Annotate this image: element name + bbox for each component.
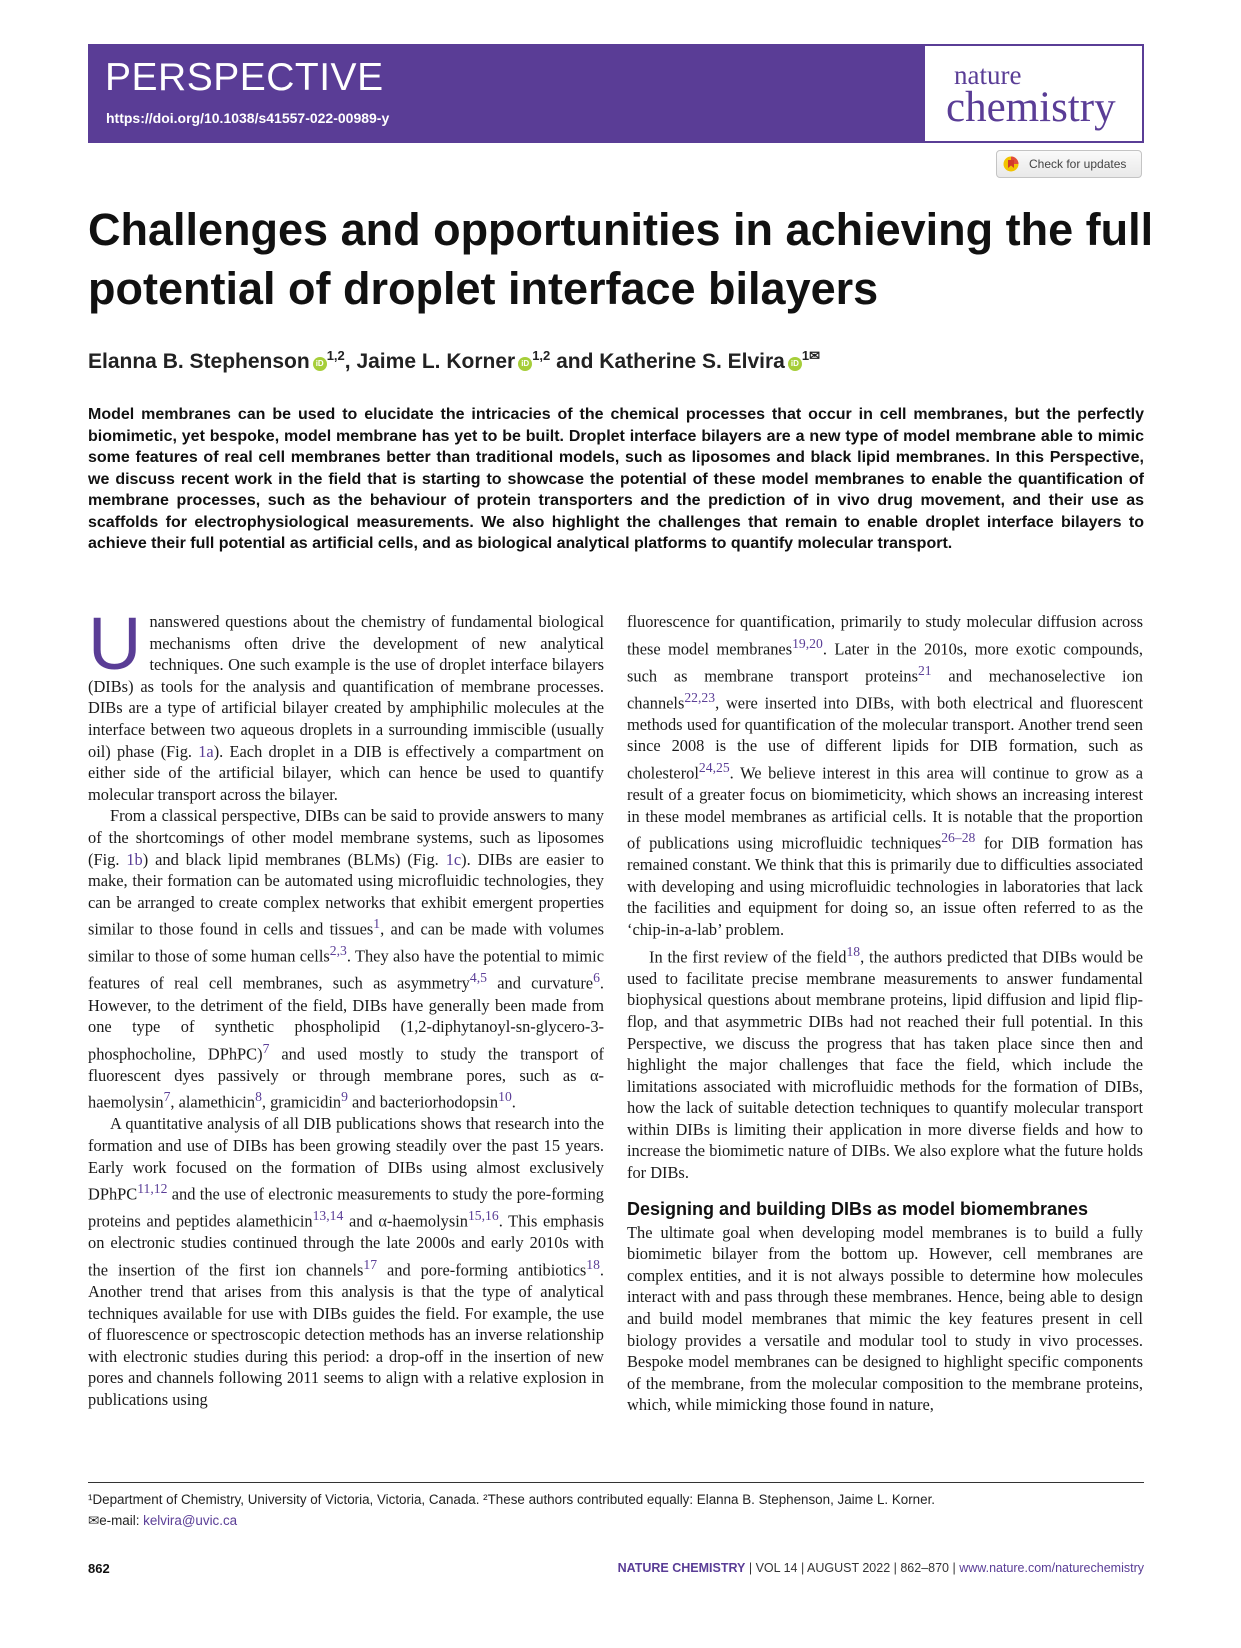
author-name[interactable]: Jaime L. Korner (356, 350, 516, 373)
body-paragraph: fluorescence for quantification, primarily to study molecular diffusion across these model membranes$^{19,20}$. Later in the 2010s, more exotic compounds, such as membrane transport proteins$^{21}$ and mechanoselective ion channels$^{22,23}$, were inserted into DIBs, with both electrical and fluorescent methods used for quantification of the molecular transport. Another trend seen since 2008 is the use of different lipids for DIB formation, such as cholesterol$^{24,25}$. We believe interest in this area will continue to grow as a result of a greater focus on biomimeticity, which shows an increasing interest in these model membranes as artificial cells. It is notable that the proportion of publications using microfluidic techniques$^{26-28}$ for DIB formation has remained constant. We think that this is primarily due to difficulties associated with developing and using microfluidic technologies in laboratories that lack the facilities and equipment for doing so, an issue often referred to as the ‘chip-in-a-lab’ problem. (627, 612, 1143, 940)
envelope-icon[interactable]: ✉ (809, 348, 820, 363)
footer-divider (88, 1482, 1144, 1483)
journal-details: | VOL 14 | AUGUST 2022 | 862–870 | (745, 1561, 960, 1575)
logo-chemistry-text: chemistry (946, 84, 1116, 131)
author-separator: , (344, 350, 357, 373)
author-name[interactable]: Katherine S. Elvira (599, 350, 785, 373)
check-for-updates-label: Check for updates (1029, 157, 1127, 171)
journal-footer (618, 1561, 1144, 1575)
affiliations (88, 1489, 1144, 1531)
section-heading: Designing and building DIBs as model biomembranes (627, 1198, 1089, 1219)
email-prefix: e-mail: (99, 1513, 144, 1528)
author-affil: 1,2 (532, 348, 551, 363)
doi-link[interactable]: https://doi.org/10.1038/s41557-022-00989-y (106, 110, 390, 126)
abstract: Model membranes can be used to elucidate the intricacies of the chemical processes that occur in cell membranes, but the perfectly biomimetic, yet bespoke, model membrane has yet to be built. Droplet interface bilayers are a new type of model membrane able to mimic some features of real cell membranes better than traditional models, such as liposomes and black lipid membranes. In this Perspective, we discuss recent work in the field that is starting to showcase the potential of these model membranes to enable the quantification of membrane processes, such as the behaviour of protein transporters and the prediction of in vivo drug movement, and their use as scaffolds for electrophysiological measurements. We also highlight the challenges that remain to enable droplet interface bilayers to achieve their full potential as artificial cells, and as biological analytical platforms to quantify molecular transport. (88, 406, 1144, 552)
journal-url[interactable]: www.nature.com/naturechemistry (959, 1561, 1144, 1575)
body-paragraph: The ultimate goal when developing model membranes is to build a fully biomimetic bilayer from the bottom up. However, cell membranes are complex entities, and it is not always possible to determine how molecules interact with and pass through these membranes. Hence, being able to design and build model membranes that mimic the key features present in cell biology provides a versatile and modular tool to study in vivo processes. Bespoke model membranes can be designed to highlight specific components of the membrane, from the molecular composition to the membrane proteins, which, while mimicking those found in nature, (627, 1222, 1143, 1415)
affiliation-text: ¹Department of Chemistry, University of Victoria, Victoria, Canada. ²These authors contributed equally: Elanna B. Stephenson, Jaime L. Korner. (88, 1492, 936, 1507)
page-number: 862 (88, 1561, 110, 1576)
envelope-icon: ✉ (88, 1513, 100, 1528)
journal-banner (88, 44, 1144, 143)
author-name[interactable]: Elanna B. Stephenson (88, 350, 310, 373)
orcid-icon[interactable]: iD (788, 357, 802, 371)
body-paragraph: Unanswered questions about the chemistry of fundamental biological mechanisms often drive the development of new analytical techniques. One such example is the use of droplet interface bilayers (DIBs) as tools for the analysis and quantification of membrane processes. DIBs are a type of artificial bilayer created by amphiphilic molecules at the interface between two aqueous droplets in a surrounding immiscible (usually oil) phase (Fig. 1a). Each droplet in a DIB is effectively a compartment on either side of the artificial bilayer, which can hence be used to quantify molecular transport across the bilayer. (88, 602, 604, 804)
body-paragraph: A quantitative analysis of all DIB publications shows that research into the formation and use of DIBs has been growing steadily over the past 15 years. Early work focused on the formation of DIBs using almost exclusively DPhPC$^{11,12}$ and the use of electronic measurements to study the pore-forming proteins and peptides alamethicin$^{13,14}$ and α-haemolysin$^{15,16}$. This emphasis on electronic studies continued through the late 2000s and early 2010s with the insertion of the first ion channels$^{17}$ and pore-forming antibiotics$^{18}$. Another trend that arises from this analysis is that the type of analytical techniques available for use with DIBs guides the field. For example, the use of fluorescence or spectroscopic detection methods has an inverse relationship with electronic studies during this period: a drop-off in the insertion of new pores and channels following 2011 seems to align with a relative explosion in publications using (88, 1114, 605, 1409)
article-type: PERSPECTIVE (105, 56, 384, 99)
email-line (88, 1510, 1144, 1531)
journal-name: NATURE CHEMISTRY (617, 1561, 746, 1575)
author-affil: 1 (801, 348, 810, 363)
orcid-icon[interactable]: iD (313, 357, 327, 371)
orcid-icon[interactable]: iD (518, 357, 532, 371)
logo-nature-text: nature (954, 60, 1022, 90)
author-separator: and (550, 350, 600, 373)
author-affil: 1,2 (326, 348, 345, 363)
email-link[interactable]: kelvira@uvic.ca (143, 1513, 238, 1528)
crossmark-icon (1003, 156, 1019, 172)
body-paragraph: In the first review of the field$^{18}$, the authors predicted that DIBs would be used to facilitate precise membrane measurements to answer fundamental biophysical questions about membrane proteins, lipid diffusion and lipid flip-flop, and that asymmetric DIBs had not reached their full potential. In this Perspective, we discuss the progress that has taken place since then and highlight the major challenges that face the field, which include the limitations associated with microfluidic methods for the formation of DIBs, how the lack of suitable detection techniques to quantify molecular transport within DIBs is limiting their application in more diverse fields and how to increase the biomimetic nature of DIBs. We also explore what the future holds for DIBs. (627, 943, 1143, 1183)
body-paragraph: From a classical perspective, DIBs can be said to provide answers to many of the shortcomings of other model membrane systems, such as liposomes (Fig. 1b) and black lipid membranes (BLMs) (Fig. 1c). DIBs are easier to make, their formation can be automated using microfluidic technologies, they can be arranged to create complex networks that exhibit emergent properties similar to those found in cells and tissues$^1$, and can be made with volumes similar to those of some human cells$^{2,3}$. They also have the potential to mimic features of real cell membranes, such as asymmetry$^{4,5}$ and curvature$^6$. However, to the detriment of the field, DIBs have generally been made from one type of synthetic phospholipid (1,2-diphytanoyl-sn-glycero-3-phosphocholine, DPhPC)$^7$ and used mostly to study the transport of fluorescent dyes passively or through membrane pores, such as α-haemolysin$^7$, alamethicin$^8$, gramicidin$^9$ and bacteriorhodopsin$^{10}$. (88, 806, 605, 1112)
drop-cap: U (88, 602, 142, 685)
check-for-updates-button[interactable] (996, 150, 1142, 178)
body-column-left (88, 602, 605, 1411)
author-list (88, 348, 820, 374)
article-title: Challenges and opportunities in achieving the full potential of droplet interface bilayers (88, 204, 1154, 314)
body-column-right (627, 611, 1143, 1416)
journal-logo[interactable] (925, 46, 1142, 141)
